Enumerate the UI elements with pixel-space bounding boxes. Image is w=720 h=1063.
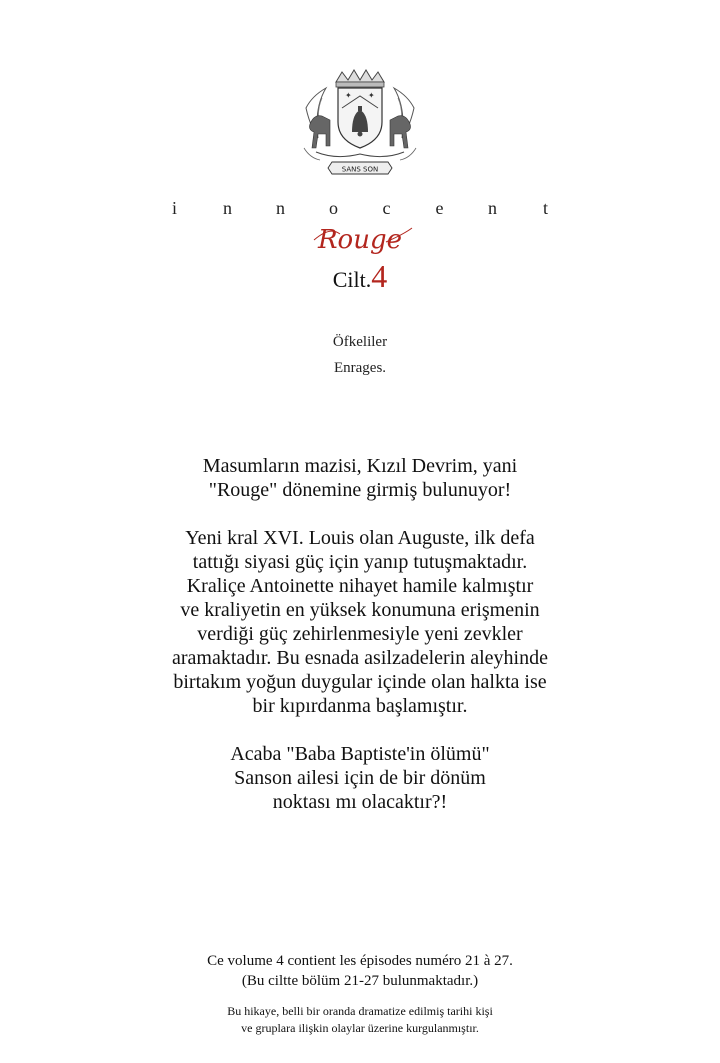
rouge-script-text: Rouge [317,225,403,255]
synopsis-paragraph: Yeni kral XVI. Louis olan Auguste, ilk defa tattığı siyasi güç için yanıp tutuşmaktadır. Kraliçe Antoinette nihayet hamile kalmıştır ve kraliyetin en yüksek konumuna erişmenin verdiği güç zehirlenmesiyle yeni zevkler aramaktadır. Bu esnada asilzadelerin aleyhinde birtakım yoğun duygular içinde olan halkta ise bir kıpırdanma başlamıştır. [172,527,548,717]
crest-motto: SANS SON [341,165,379,174]
volume-prefix: Cilt. [332,267,372,292]
series-letter: c [382,198,391,218]
series-letter: n [276,198,285,218]
svg-text:✦: ✦ [345,91,352,100]
arc-title-french: Enrages. [333,360,387,376]
synopsis-paragraph: Masumların mazisi, Kızıl Devrim, yani "Rouge" dönemine girmiş bulunuyor! [202,455,518,501]
disclaimer [0,1003,720,1037]
series-letter: i [171,198,177,218]
disclaimer-line: ve gruplara ilişkin olaylar üzerine kurgulanmıştır. [241,1021,479,1035]
volume-number: 4 [371,258,388,294]
episode-info [0,951,720,991]
series-letter: n [223,198,232,218]
synopsis [120,454,600,838]
series-letter: t [542,198,548,218]
episode-info-turkish: (Bu ciltte bölüm 21-27 bulunmaktadır.) [241,973,479,989]
sanson-crest-logo [296,68,424,180]
arc-title-turkish: Öfkeliler [332,334,388,350]
disclaimer-line: Bu hikaye, belli bir oranda dramatize edilmiş tarihi kişi [227,1004,493,1018]
synopsis-paragraph: Acaba "Baba Baptiste'in ölümü" Sanson ailesi için de bir dönüm noktası mı olacaktır?! [230,743,490,813]
series-letter: n [488,198,497,218]
svg-text:✦: ✦ [368,91,375,100]
series-letter: o [329,198,338,218]
series-letter: e [435,198,444,218]
volume-label [0,258,720,295]
series-title [0,198,720,219]
rouge-script-logo [300,220,420,260]
episode-info-french: Ce volume 4 contient les épisodes numéro 21 à 27. [207,953,513,969]
